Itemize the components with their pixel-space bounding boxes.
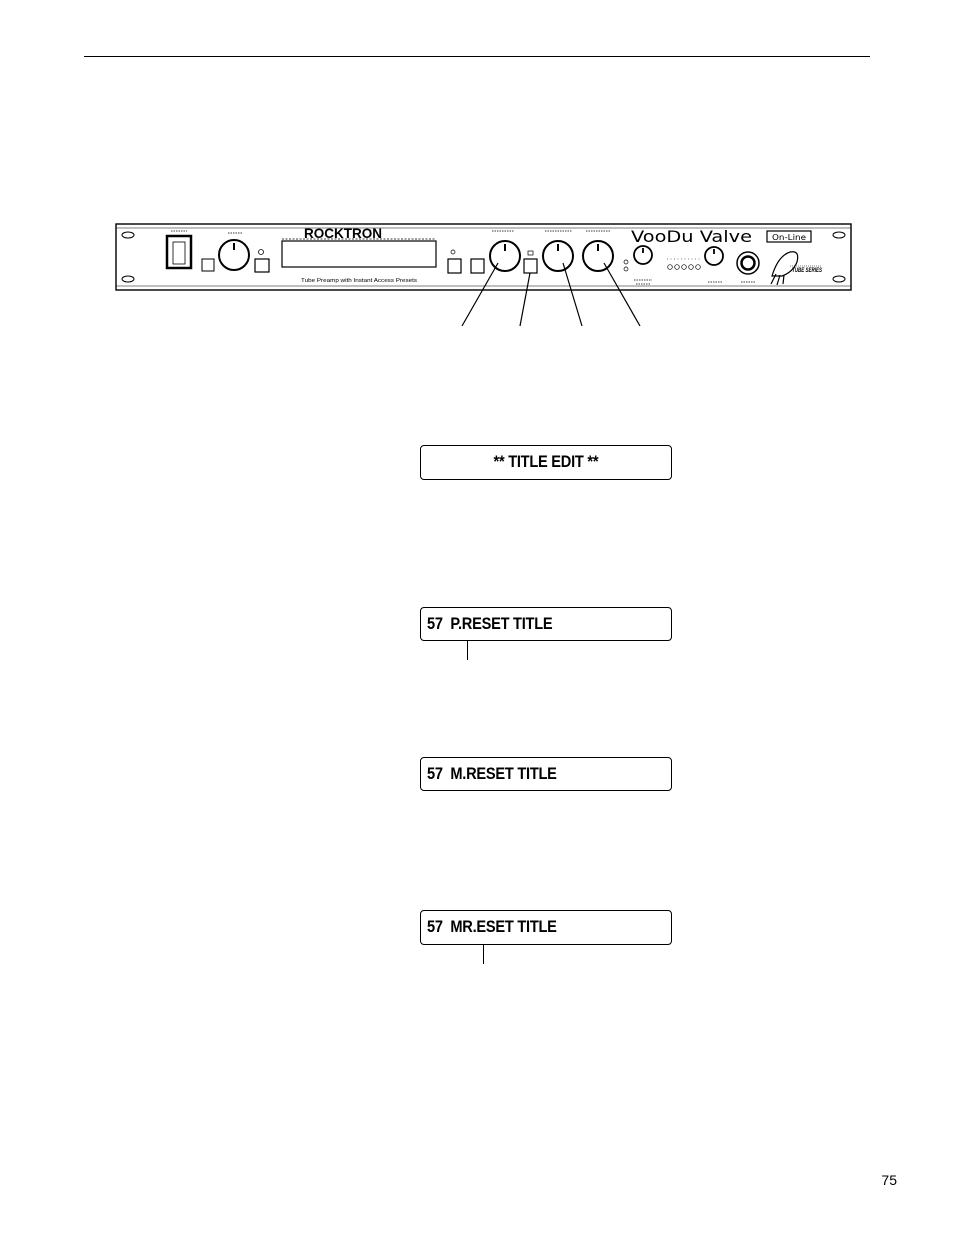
led-icon [689,265,694,270]
panel-button [471,259,484,273]
cursor-marker [483,945,484,964]
panel-button [255,259,269,272]
led-icon [696,265,701,270]
lcd-display-p-reset: 57 P.RESET TITLE [420,607,672,641]
led-icon [259,250,264,255]
svg-text:TUBE SERIES: TUBE SERIES [792,268,822,274]
panel-button [202,259,214,271]
led-icon [451,250,455,254]
svg-text:On-Line: On-Line [772,233,807,242]
led-icon [624,267,628,271]
store-button [524,259,537,273]
lcd-display-title-edit: ** TITLE EDIT ** [420,445,672,480]
led-icon [624,260,628,264]
lcd-display-m-reset: 57 M.RESET TITLE [420,757,672,791]
cursor-marker [467,641,468,660]
led-icon [528,251,533,255]
led-icon [675,265,680,270]
panel-display-window [282,241,436,267]
page-number: 75 [881,1172,897,1188]
panel-caption: Tube Preamp with Instant Access Presets [301,278,418,284]
led-icon [668,265,673,270]
product-name: VooDu Valve [631,227,752,246]
panel-button [448,259,461,273]
front-panel-diagram [0,0,954,360]
brand-logo: ROCKTRON [304,225,382,241]
led-icon [682,265,687,270]
lcd-display-mr-eset: 57 MR.ESET TITLE [420,910,672,945]
